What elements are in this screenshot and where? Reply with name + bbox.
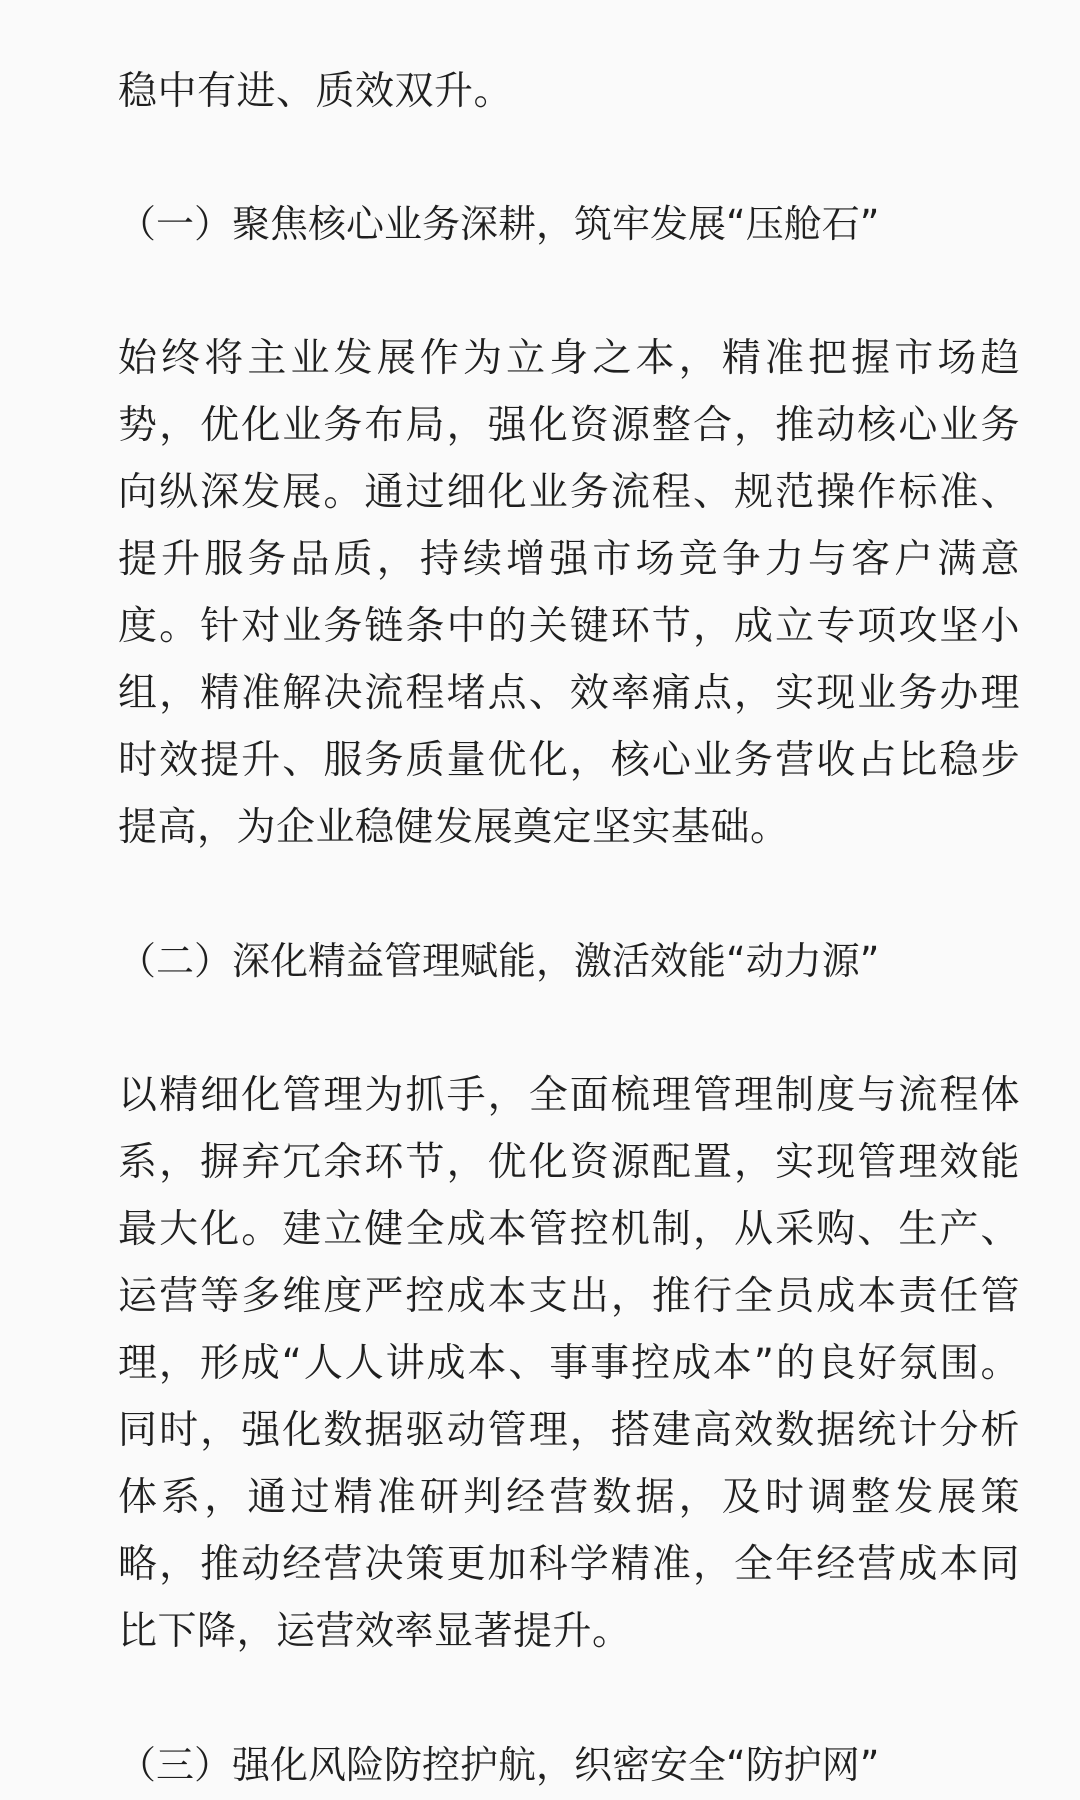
spacer xyxy=(118,258,1020,325)
section-heading-3: （三）强化风险防控护航，织密安全“防护网” xyxy=(118,1743,880,1787)
intro-line: 稳中有进、质效双升。 xyxy=(118,69,514,114)
spacer xyxy=(118,1665,1020,1732)
spacer xyxy=(118,995,1020,1062)
section-paragraph-2: 以精细化管理为抓手，全面梳理管理制度与流程体系，摒弃冗余环节，优化资源配置，实现管理效能最大化。建立健全成本管控机制，从采购、生产、运营等多维度严控成本支出，推行全员成本责任管理，形成“人人讲成本、事事控成本”的良好氛围。同时，强化数据驱动管理，搭建高效数据统计分析体系，通过精准研判经营数据，及时调整发展策略，推动经营决策更加科学精准，全年经营成本同比下降，运营效率显著提升。 xyxy=(118,1073,1020,1654)
section-heading-1: （一）聚焦核心业务深耕，筑牢发展“压舱石” xyxy=(118,202,880,246)
spacer xyxy=(118,125,1020,191)
section-paragraph-1: 始终将主业发展作为立身之本，精准把握市场趋势，优化业务布局，强化资源整合，推动核心业务向纵深发展。通过细化业务流程、规范操作标准、提升服务品质，持续增强市场竞争力与客户满意度。针对业务链条中的关键环节，成立专项攻坚小组，精准解决流程堵点、效率痛点，实现业务办理时效提升、服务质量优化，核心业务营收占比稳步提高，为企业稳健发展奠定坚实基础。 xyxy=(118,336,1020,850)
section-heading-2: （二）深化精益管理赋能，激活效能“动力源” xyxy=(118,939,880,983)
spacer xyxy=(118,861,1020,928)
